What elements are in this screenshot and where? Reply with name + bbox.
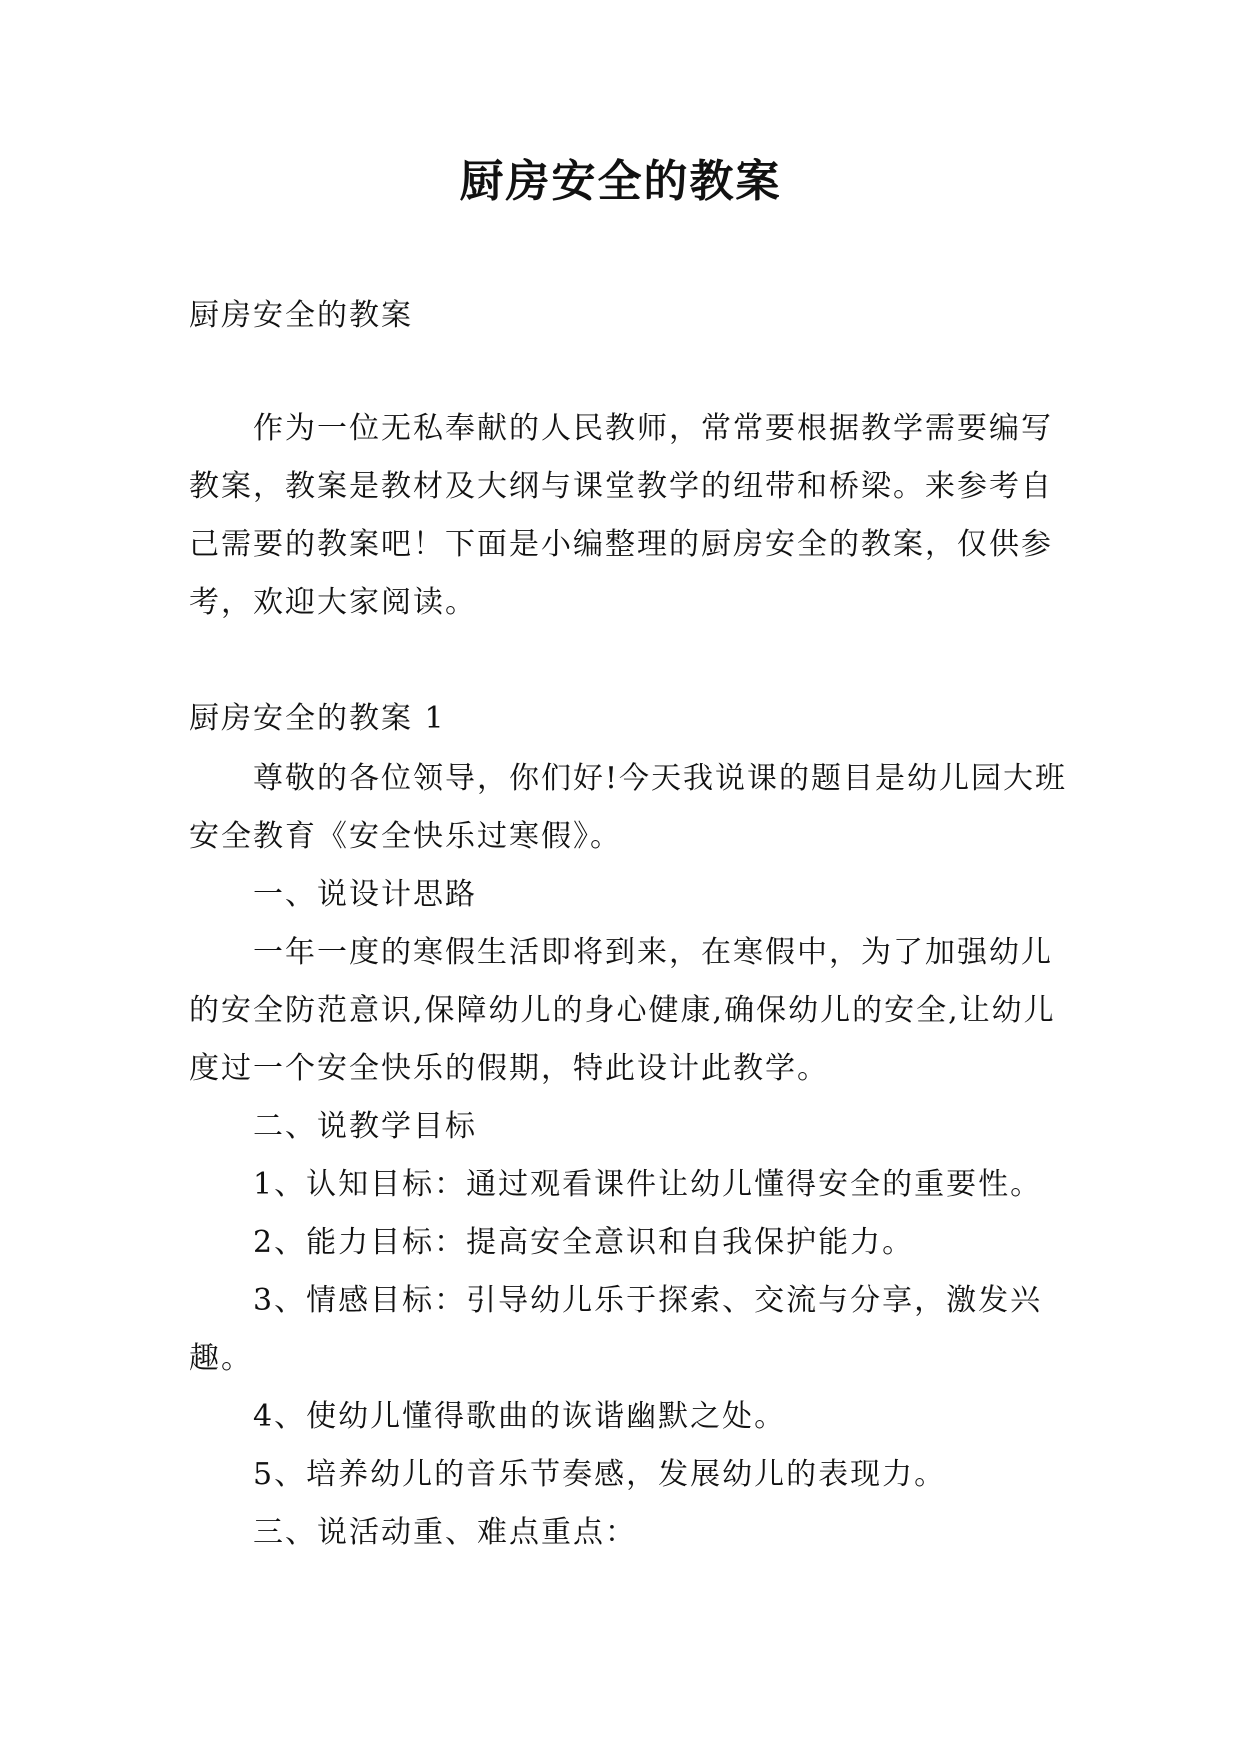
list-item: 5、培养幼儿的音乐节奏感，发展幼儿的表现力。 [253, 1457, 947, 1492]
heading-teaching-goals: 二、说教学目标 [253, 1109, 477, 1144]
section-heading: 厨房安全的教案 1 [189, 701, 446, 736]
intro-paragraph: 作为一位无私奉献的人民教师，常常要根据教学需要编写教案，教案是教材及大纲与课堂教学的纽带和桥梁。来参考自己需要的教案吧！下面是小编整理的厨房安全的教案，仅供参考，欢迎大家阅读。 [189, 411, 1053, 620]
heading-key-points: 三、说活动重、难点重点： [253, 1515, 637, 1550]
document-subtitle: 厨房安全的教案 [189, 298, 413, 333]
section-content [189, 750, 1069, 1562]
paragraph: 一年一度的寒假生活即将到来，在寒假中，为了加强幼儿的安全防范意识,保障幼儿的身心健康,确保幼儿的安全,让幼儿度过一个安全快乐的假期，特此设计此教学。 [189, 935, 1056, 1086]
paragraph: 尊敬的各位领导，你们好!今天我说课的题目是幼儿园大班安全教育《安全快乐过寒假》。 [189, 761, 1068, 854]
list-item: 2、能力目标：提高安全意识和自我保护能力。 [253, 1225, 915, 1260]
document-title: 厨房安全的教案 [459, 156, 782, 207]
heading-design-idea: 一、说设计思路 [253, 877, 477, 912]
list-item: 4、使幼儿懂得歌曲的诙谐幽默之处。 [253, 1399, 787, 1434]
list-item: 1、认知目标：通过观看课件让幼儿懂得安全的重要性。 [253, 1167, 1043, 1202]
list-item: 3、情感目标：引导幼儿乐于探索、交流与分享，激发兴趣。 [189, 1283, 1043, 1376]
